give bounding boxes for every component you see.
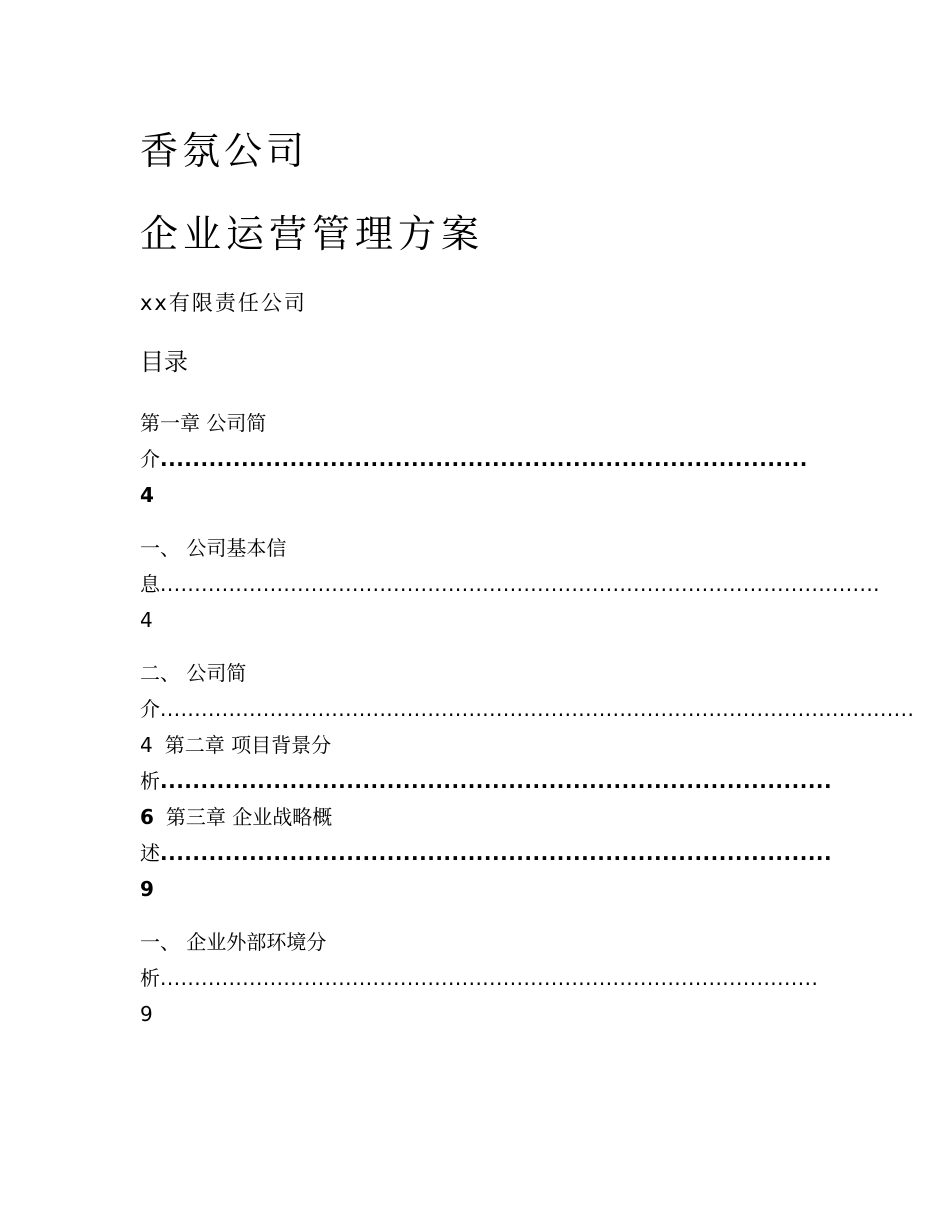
toc-entry-leader: ................................................................................ — [160, 447, 808, 471]
document-title-line1: 香氛公司 — [140, 129, 309, 173]
toc-entry-leader: ......................................................................................................... — [160, 572, 881, 596]
toc-entry-leader: ................................................................................... — [160, 769, 833, 793]
toc-entry-page: 4 — [140, 733, 153, 757]
toc-entry-page: 4 — [140, 483, 154, 507]
toc-entry-chapter-1[interactable] — [140, 405, 810, 513]
toc-entry-run-on-block — [140, 655, 915, 907]
toc-entry-section-3-1[interactable] — [140, 924, 819, 1032]
toc-entry-text: 第三章 企业战略概述 — [140, 805, 333, 865]
toc-entry-page: 4 — [140, 608, 153, 632]
document-title-line2: 企业运营管理方案 — [140, 212, 485, 256]
toc-entry-leader: ................................................................................... — [160, 841, 833, 865]
toc-entry-chapter-3[interactable] — [140, 805, 832, 901]
toc-entry-text: 第二章 项目背景分析 — [140, 733, 332, 793]
toc-entry-page: 9 — [140, 877, 154, 901]
toc-entry-leader: .............................................................................................................. — [160, 697, 915, 721]
toc-entry-text: 第一章 公司简介 — [140, 411, 267, 471]
toc-entry-text: 二、 公司简介 — [140, 661, 247, 721]
table-of-contents — [140, 405, 915, 1049]
toc-entry-text: 一、 公司基本信息 — [140, 536, 287, 596]
toc-heading: 目录 — [140, 348, 188, 376]
toc-entry-text: 一、 企业外部环境分析 — [140, 930, 327, 990]
toc-entry-leader: ................................................................................................ — [160, 966, 819, 990]
company-name: xx有限责任公司 — [140, 291, 307, 315]
toc-entry-section-1-1[interactable] — [140, 530, 881, 638]
toc-entry-page: 9 — [140, 1002, 153, 1026]
toc-entry-page: 6 — [140, 805, 154, 829]
